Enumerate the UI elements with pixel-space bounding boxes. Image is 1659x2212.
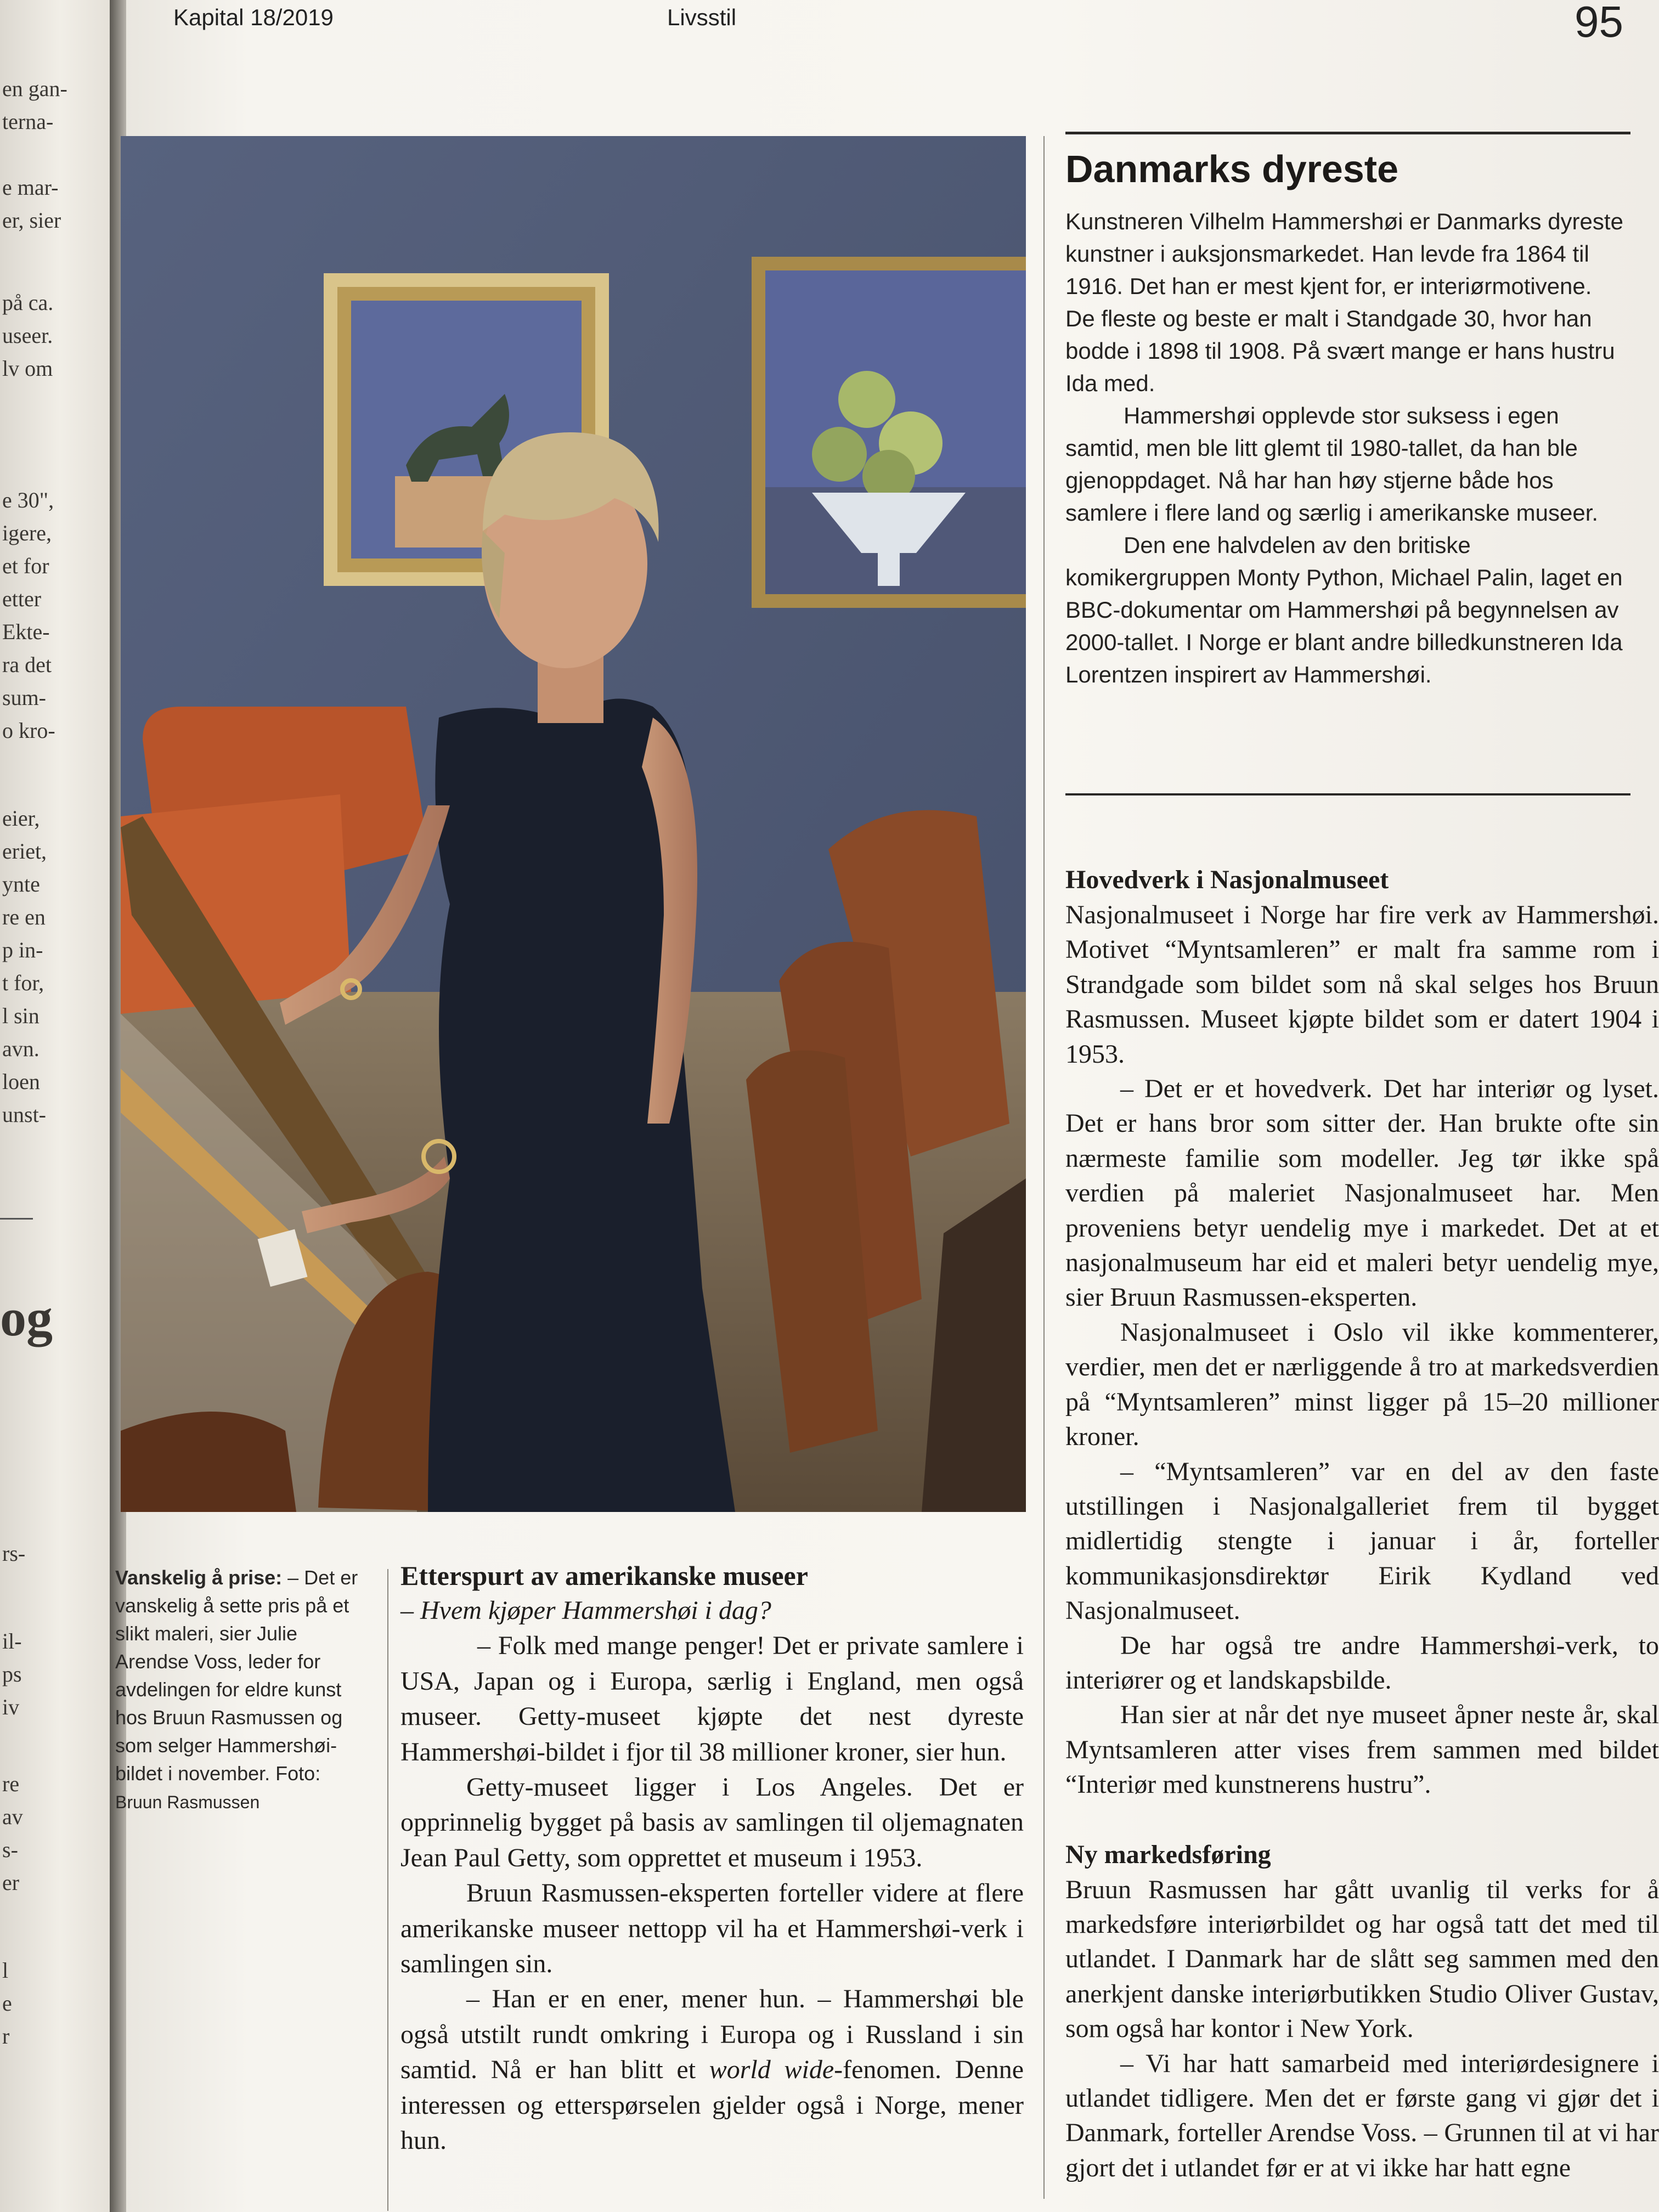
fact-box-title: Danmarks dyreste bbox=[1065, 148, 1398, 190]
article-paragraph: Bruun Rasmussen-eksperten forteller videre at flere amerikanske museer nettopp vil ha et Hammershøi-verk i samlingen sin. bbox=[400, 1878, 1024, 1979]
previous-page-text-fragment: e 30", bbox=[2, 488, 54, 512]
article-paragraph: Getty-museet ligger i Los Angeles. Det er opprinnelig bygget på basis av samlingen til oljemagnaten Jean Paul Getty, som opprettet et museum i 1953. bbox=[400, 1773, 1024, 1872]
previous-page-text-fragment: re bbox=[2, 1771, 20, 1796]
paragraph-text: -fenomen. Denne interessen og etterspørselen gjelder også i Norge, mener hun. bbox=[400, 2055, 1024, 2155]
previous-page-text-fragment: unst- bbox=[2, 1102, 46, 1127]
previous-page-text-fragment: o kro- bbox=[2, 718, 55, 743]
issue-label: Kapital 18/2019 bbox=[173, 4, 334, 30]
previous-page-text-fragment: er bbox=[2, 1870, 20, 1895]
previous-page-text-fragment: en gan- bbox=[2, 76, 67, 101]
article-paragraph: Han sier at når det nye museet åpner neste år, skal Myntsamleren atter vises frem sammen med bildet “Interiør med kunstnerens hustru”. bbox=[1065, 1700, 1659, 1799]
paragraph-text: – Han er en ener, mener hun. – Hammershøi ble også utstilt rundt omkring i Europa og i Russland i sin samtid. Nå er han blitt et bbox=[400, 1984, 1024, 2085]
photo-caption bbox=[115, 1564, 373, 1816]
previous-page-text-fragment: er, sier bbox=[2, 208, 61, 233]
article-paragraph: – Vi har hatt samarbeid med interiørdesignere i utlandet tidligere. Men det er første gang vi gjør det i Danmark, forteller Arendse Voss. – Grunnen til at vi har gjort det i utlandet før er at vi ikke har hatt egne bbox=[1065, 2049, 1659, 2182]
previous-page-text-fragment: etter bbox=[2, 586, 42, 611]
article-paragraph: Nasjonalmuseet i Oslo vil ikke kommenterer, verdier, men det er nærliggende å tro at markedsverdien på “Myntsamleren” minst ligger på 15–20 millioner kroner. bbox=[1065, 1317, 1659, 1452]
previous-page-text-fragment: et for bbox=[2, 554, 49, 578]
previous-page-text-fragment: terna- bbox=[2, 109, 54, 134]
previous-page-text-fragment: loen bbox=[2, 1069, 40, 1094]
previous-page-rule bbox=[0, 1218, 33, 1220]
previous-page-text-fragment: ynte bbox=[2, 872, 40, 896]
article-paragraph: Nasjonalmuseet i Norge har fire verk av Hammershøi. Motivet “Myntsamleren” er malt fra samme rom i Strandgade som bildet som nå skal selges hos Bruun Rasmussen. Museet kjøpte bildet som er datert 1904 i 1953. bbox=[1065, 900, 1659, 1069]
previous-page-edge bbox=[0, 0, 110, 2212]
previous-page-text-fragment: il- bbox=[2, 1629, 22, 1654]
fact-box-paragraph: Den ene halvdelen av den britiske komikergruppen Monty Python, Michael Palin, laget en BBC-dokumentar om Hammershøi på begynnelsen av 2000-tallet. I Norge er blant andre billedkunstneren Ida Lorentzen inspirert av Hammershøi. bbox=[1065, 532, 1623, 687]
article-paragraph: – Folk med mange penger! Det er private samlere i USA, Japan og i Europa, særlig i England, men også museer. Getty-museet kjøpte det nest dyreste Hammershøi-bildet i fjor til 38 millioner kroner, sier hun. bbox=[400, 1631, 1024, 1767]
previous-page-text-fragment: på ca. bbox=[2, 290, 54, 315]
previous-page-text-fragment: l bbox=[2, 1958, 9, 1983]
previous-page-text-fragment: iv bbox=[2, 1695, 20, 1719]
fact-box-top-rule bbox=[1065, 132, 1630, 134]
previous-page-text-fragment: Ekte- bbox=[2, 619, 50, 644]
previous-page-text-fragment: lv om bbox=[2, 356, 53, 381]
caption-lead: Vanskelig å prise: bbox=[115, 1566, 283, 1589]
previous-page-text-fragment: ra det bbox=[2, 652, 52, 677]
caption-text: – Det er vanskelig å sette pris på et slikt maleri, sier Julie Arendse Voss, leder for avdelingen for eldre kunst hos Bruun Rasmussen og som selger Hammershøi-bildet i november. Foto: bbox=[115, 1566, 358, 1785]
previous-page-text-fragment: t for, bbox=[2, 970, 44, 995]
previous-page-text-fragment: av bbox=[2, 1804, 23, 1829]
previous-page-text-fragment: e bbox=[2, 1991, 12, 2016]
fact-box-body bbox=[1065, 205, 1625, 691]
article-paragraph bbox=[400, 1982, 1024, 2158]
caption-divider bbox=[387, 1569, 388, 2211]
previous-page-text-fragment: sum- bbox=[2, 685, 46, 710]
previous-page-text-fragment: ps bbox=[2, 1662, 22, 1686]
photo-credit: Bruun Rasmussen bbox=[115, 1792, 260, 1812]
previous-page-text-fragment: r bbox=[2, 2024, 10, 2049]
previous-page-text-fragment: l sin bbox=[2, 1003, 40, 1028]
article-paragraph: – Det er et hovedverk. Det har interiør og lyset. Det er hans bror som sitter der. Han brukte ofte sin nærmeste familie som modeller. Jeg tør ikke spå verdien på maleriet Nasjonalmuseet har. Men proveniens betyr uendelig mye i markedet. Det at et nasjonalmuseum har eid et maleri betyr uendelig mye, sier Bruun Rasmussen-eksperten. bbox=[1065, 1074, 1659, 1312]
article-paragraph: De har også tre andre Hammershøi-verk, to interiører og et landskapsbilde. bbox=[1065, 1630, 1659, 1695]
article-paragraph: Bruun Rasmussen har gått uvanlig til verks for å markedsføre interiørbildet og har også tatt det med til utlandet. I Danmark har de slått seg sammen med den anerkjent danske interiørbutikken Studio Oliver Gustav, som også har kontor i New York. bbox=[1065, 1875, 1659, 2044]
previous-page-text-fragment: eier, bbox=[2, 806, 40, 831]
paragraph-emphasis: world wide bbox=[709, 2055, 834, 2085]
fact-box-paragraph: Hammershøi opplevde stor suksess i egen samtid, men ble litt glemt til 1980-tallet, da han ble gjenoppdaget. Nå har han høy stjerne både hos samlere i flere land og særlig i amerikanske museer. bbox=[1065, 403, 1599, 526]
previous-page-text-fragment: og bbox=[0, 1288, 53, 1347]
previous-page-text-fragment: s- bbox=[2, 1837, 18, 1862]
section-heading-hovedverk: Hovedverk i Nasjonalmuseet bbox=[1065, 865, 1389, 894]
middle-article-column bbox=[400, 1558, 1024, 2159]
previous-page-text-fragment: e mar- bbox=[2, 175, 59, 200]
feature-photo bbox=[121, 136, 1026, 1512]
magazine-page bbox=[115, 0, 1659, 2212]
previous-page-text-fragment: re en bbox=[2, 905, 46, 929]
fact-box-paragraph: Kunstneren Vilhelm Hammershøi er Danmarks dyreste kunstner i auksjonsmarkedet. Han levde fra 1864 til 1916. Det han er mest kjent for, er interiørmotivene. De fleste og beste er malt i Standgade 30, hvor han bodde i 1898 til 1908. På svært mange er hans hustru Ida med. bbox=[1065, 208, 1623, 396]
previous-page-text-fragment: igere, bbox=[2, 521, 52, 545]
interview-question: – Hvem kjøper Hammershøi i dag? bbox=[400, 1596, 771, 1625]
previous-page-text-fragment: useer. bbox=[2, 323, 53, 348]
section-heading-markedsforing: Ny markedsføring bbox=[1065, 1839, 1271, 1869]
previous-page-text-fragment: p in- bbox=[2, 938, 43, 962]
page-number: 95 bbox=[1575, 0, 1623, 46]
previous-page-text-fragment: rs- bbox=[2, 1541, 26, 1566]
fact-box-bottom-rule bbox=[1065, 793, 1630, 795]
article-subheading: Etterspurt av amerikanske museer bbox=[400, 1560, 808, 1591]
column-divider bbox=[1043, 136, 1045, 2199]
previous-page-text-fragment: avn. bbox=[2, 1036, 40, 1061]
section-label: Livsstil bbox=[667, 4, 737, 30]
article-paragraph: – “Myntsamleren” var en del av den faste utstillingen i Nasjonalgalleriet frem til bygget midlertidig stengte i januar i år, forteller kommunikasjonsdirektør Eirik Kydland ved Nasjonalmuseet. bbox=[1065, 1457, 1659, 1626]
previous-page-text-fragment: eriet, bbox=[2, 839, 47, 864]
right-article-column bbox=[1065, 862, 1659, 2185]
